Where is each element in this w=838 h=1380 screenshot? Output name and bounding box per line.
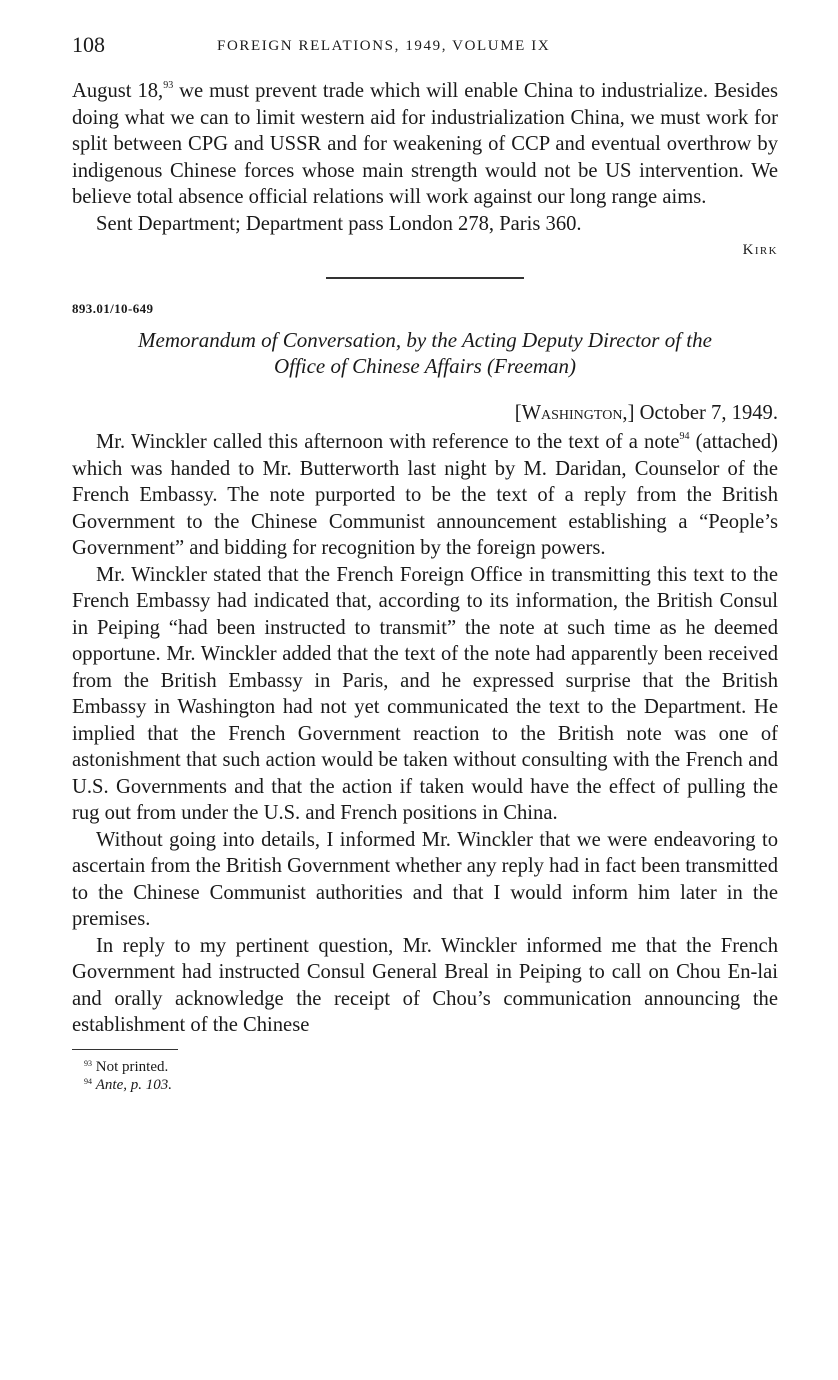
- document-heading: [72, 327, 778, 379]
- footnote-94-mark: 94: [84, 1076, 92, 1086]
- memo-paragraph-1: [72, 429, 778, 562]
- footnote-94: [84, 1076, 778, 1094]
- page-number: 108: [72, 32, 105, 57]
- running-title: FOREIGN RELATIONS, 1949, VOLUME IX: [217, 38, 551, 54]
- memo-body: [72, 429, 778, 1039]
- file-number: 893.01/10-649: [72, 301, 154, 316]
- section-divider: [326, 277, 524, 279]
- memo-paragraph-2: Mr. Winckler stated that the French Foreign Office in transmitting this text to the French Embassy had indicated that, according to its information, the British Consul in Peiping “had been instructed to transmit” the note at such time as he deemed opportune. Mr. Winckler added that the text of the note had apparently been received from the British Embassy in Paris, and he expressed surprise that the British Embassy in Washington had not yet communicated the text to the Department. He implied that the French Government reaction to the British note was one of astonishment that such action would be taken without consulting with the French and U.S. Governments and that the action if taken would have the effect of pulling the rug out from under the U.S. and French positions in China.: [72, 563, 778, 824]
- dateline: [72, 399, 778, 427]
- footnote-93-mark: 93: [84, 1058, 92, 1068]
- footnote-rule: [72, 1049, 178, 1050]
- dateline-date: October 7, 1949.: [634, 402, 778, 424]
- continuation-text-rest: we must prevent trade which will enable China to industrialize. Besides doing what we can to limit western aid for industrialization China, we must work for split between CPG and USSR and for weakening of CCP and eventual overthrow by indigenous Chinese forces whose main strength would not be US intervention. We believe total absence official relations will work against our long range aims.: [72, 80, 779, 208]
- continuation-text-start: August 18,: [72, 80, 164, 102]
- page: [72, 30, 778, 1094]
- document-heading-line2: Office of Chinese Affairs (Freeman): [273, 354, 577, 378]
- footnote-ref-93: 93: [163, 80, 174, 91]
- footnote-94-text: Ante, p. 103.: [95, 1076, 172, 1093]
- running-head: [72, 30, 778, 64]
- footnotes: [72, 1058, 778, 1094]
- para1-text-start: Mr. Winckler called this afternoon with reference to the text of a note: [96, 431, 680, 453]
- continuation-paragraph: [72, 78, 778, 211]
- footnote-93-text: Not printed.: [95, 1058, 169, 1075]
- footnote-93: [84, 1058, 778, 1076]
- signature: Kirk: [742, 242, 778, 258]
- document-heading-line1: Memorandum of Conversation, by the Acting Deputy Director of the: [138, 328, 712, 352]
- sent-line: Sent Department; Department pass London 278, Paris 360.: [96, 212, 582, 235]
- footnote-ref-94: 94: [679, 431, 690, 442]
- para1-text-rest: (attached) which was handed to Mr. Butterworth last night by M. Daridan, Counselor of the French Embassy. The note purported to be the text of a reply from the British Government to the Chinese Communist announcement establishing a “People’s Government” and bidding for recognition by the foreign powers.: [72, 431, 778, 559]
- dateline-place: [Washington,]: [514, 402, 635, 424]
- memo-paragraph-4: In reply to my pertinent question, Mr. Winckler informed me that the French Government had instructed Consul General Breal in Peiping to call on Chou En-lai and orally acknowledge the receipt of Chou’s communication announcing the establishment of the Chinese: [72, 934, 778, 1036]
- memo-paragraph-3: Without going into details, I informed Mr. Winckler that we were endeavoring to ascertain from the British Government whether any reply had in fact been transmitted to the Chinese Communist authorities and that I would inform him later in the premises.: [72, 828, 778, 930]
